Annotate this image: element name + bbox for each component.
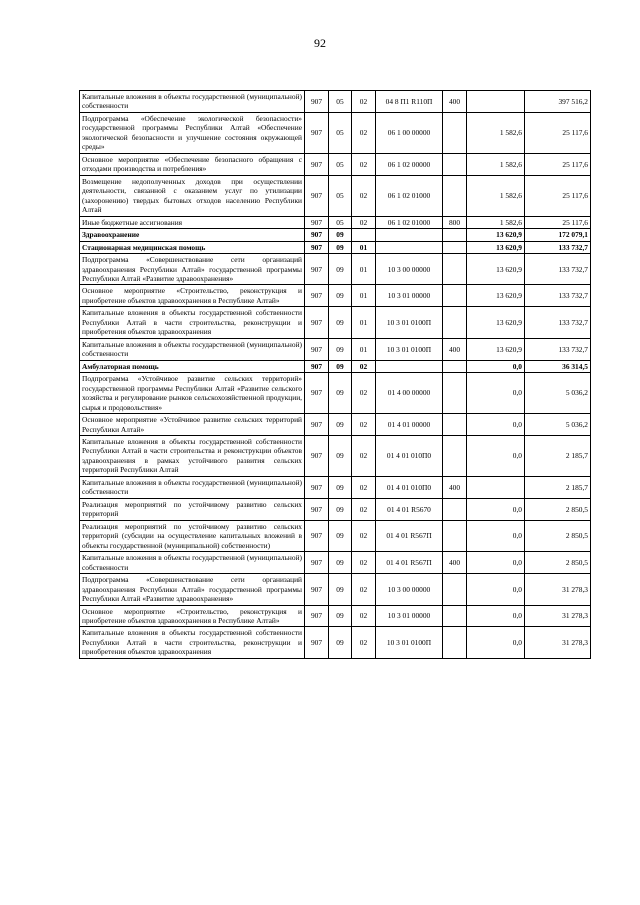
amount-total: 31 278,3	[525, 574, 591, 605]
ministry-code: 907	[305, 285, 329, 307]
amount-total: 2 185,7	[525, 436, 591, 477]
amount-total: 5 036,2	[525, 414, 591, 436]
subsection-code: 02	[352, 112, 376, 153]
amount-total: 397 516,2	[525, 91, 591, 113]
section-code: 09	[329, 520, 352, 551]
row-name: Реализация мероприятий по устойчивому развитию сельских территорий	[80, 498, 305, 520]
section-code: 05	[329, 91, 352, 113]
table-body	[80, 91, 591, 659]
amount-total: 36 314,5	[525, 360, 591, 372]
amount-total: 2 850,5	[525, 498, 591, 520]
amount-change	[467, 476, 525, 498]
table-row	[80, 373, 591, 414]
expense-type-code	[443, 112, 467, 153]
subsection-code: 02	[352, 360, 376, 372]
table-row	[80, 338, 591, 360]
amount-change: 0,0	[467, 436, 525, 477]
table-row	[80, 498, 591, 520]
table-row	[80, 91, 591, 113]
section-code: 09	[329, 574, 352, 605]
subsection-code: 01	[352, 285, 376, 307]
row-name: Иные бюджетные ассигнования	[80, 216, 305, 228]
expense-type-code: 400	[443, 338, 467, 360]
table-row	[80, 360, 591, 372]
expense-type-code	[443, 627, 467, 658]
table-row	[80, 605, 591, 627]
amount-change: 0,0	[467, 373, 525, 414]
target-article-code: 04 8 П1 R110П	[376, 91, 443, 113]
target-article-code: 10 3 01 00000	[376, 285, 443, 307]
row-name: Реализация мероприятий по устойчивому развитию сельских территорий (субсидии на осуществление капитальных вложений в объекты государственной (муниципальной) собственности)	[80, 520, 305, 551]
row-name: Здравоохранение	[80, 229, 305, 241]
target-article-code: 10 3 00 00000	[376, 254, 443, 285]
amount-total: 31 278,3	[525, 627, 591, 658]
ministry-code: 907	[305, 338, 329, 360]
ministry-code: 907	[305, 520, 329, 551]
row-name: Подпрограмма «Совершенствование сети организаций здравоохранения Республики Алтай» государственной программы Республики Алтай «Развитие здравоохранения»	[80, 574, 305, 605]
page-number: 92	[314, 36, 326, 50]
subsection-code: 02	[352, 91, 376, 113]
target-article-code: 06 1 02 00000	[376, 153, 443, 175]
target-article-code: 10 3 01 0100П	[376, 627, 443, 658]
amount-total: 133 732,7	[525, 338, 591, 360]
amount-change: 13 620,9	[467, 254, 525, 285]
section-code: 05	[329, 175, 352, 216]
expense-type-code	[443, 285, 467, 307]
table-row	[80, 574, 591, 605]
expense-type-code	[443, 605, 467, 627]
amount-total: 2 185,7	[525, 476, 591, 498]
amount-total: 2 850,5	[525, 552, 591, 574]
target-article-code: 01 4 01 00000	[376, 414, 443, 436]
target-article-code: 01 4 01 010П0	[376, 436, 443, 477]
section-code: 09	[329, 627, 352, 658]
expense-type-code	[443, 520, 467, 551]
target-article-code: 06 1 02 01000	[376, 175, 443, 216]
row-name: Капитальные вложения в объекты государственной (муниципальной) собственности	[80, 476, 305, 498]
amount-total: 25 117,6	[525, 153, 591, 175]
section-code: 09	[329, 605, 352, 627]
amount-total: 133 732,7	[525, 307, 591, 338]
row-name: Возмещение недополученных доходов при осуществлении деятельности, связанной с оказанием услуг по утилизации (захоронению) твердых бытовых отходов населению Республики Алтай	[80, 175, 305, 216]
ministry-code: 907	[305, 436, 329, 477]
subsection-code: 02	[352, 574, 376, 605]
amount-change: 0,0	[467, 498, 525, 520]
amount-change: 13 620,9	[467, 338, 525, 360]
section-code: 09	[329, 476, 352, 498]
table-row	[80, 112, 591, 153]
section-code: 09	[329, 498, 352, 520]
amount-change: 0,0	[467, 414, 525, 436]
subsection-code: 02	[352, 373, 376, 414]
amount-change: 1 582,6	[467, 153, 525, 175]
amount-total: 31 278,3	[525, 605, 591, 627]
amount-change: 13 620,9	[467, 229, 525, 241]
subsection-code: 02	[352, 552, 376, 574]
table-row	[80, 254, 591, 285]
expense-type-code	[443, 241, 467, 253]
target-article-code: 01 4 01 R567П	[376, 520, 443, 551]
expense-type-code	[443, 373, 467, 414]
table-row	[80, 229, 591, 241]
subsection-code: 02	[352, 627, 376, 658]
section-code: 09	[329, 414, 352, 436]
target-article-code: 01 4 00 00000	[376, 373, 443, 414]
ministry-code: 907	[305, 307, 329, 338]
expense-type-code	[443, 229, 467, 241]
subsection-code: 01	[352, 241, 376, 253]
amount-total: 172 079,1	[525, 229, 591, 241]
target-article-code: 06 1 02 01000	[376, 216, 443, 228]
expense-type-code: 400	[443, 552, 467, 574]
table-row	[80, 552, 591, 574]
row-name: Подпрограмма «Обеспечение экологической безопасности» государственной программы Республики Алтай «Обеспечение экологической безопасности и улучшение состояния окружающей среды»	[80, 112, 305, 153]
table-row	[80, 241, 591, 253]
subsection-code: 02	[352, 175, 376, 216]
expense-type-code: 400	[443, 91, 467, 113]
section-code: 09	[329, 241, 352, 253]
ministry-code: 907	[305, 552, 329, 574]
table-row	[80, 307, 591, 338]
section-code: 05	[329, 153, 352, 175]
expense-type-code	[443, 307, 467, 338]
subsection-code: 02	[352, 216, 376, 228]
amount-change: 1 582,6	[467, 216, 525, 228]
expense-type-code	[443, 254, 467, 285]
target-article-code	[376, 241, 443, 253]
amount-change: 0,0	[467, 605, 525, 627]
table-row	[80, 153, 591, 175]
ministry-code: 907	[305, 175, 329, 216]
subsection-code: 02	[352, 476, 376, 498]
expense-type-code	[443, 574, 467, 605]
row-name: Капитальные вложения в объекты государственной собственности Республики Алтай в части строительства и реконструкции объектов здравоохранения в рамках устойчивого развития сельских территорий Республики Алтай	[80, 436, 305, 477]
row-name: Капитальные вложения в объекты государственной (муниципальной) собственности	[80, 552, 305, 574]
ministry-code: 907	[305, 498, 329, 520]
row-name: Основное мероприятие «Строительство, реконструкция и приобретение объектов здравоохранения в Республике Алтай»	[80, 605, 305, 627]
target-article-code: 01 4 01 010П0	[376, 476, 443, 498]
expense-type-code	[443, 436, 467, 477]
row-name: Подпрограмма «Устойчивое развитие сельских территорий» государственной программы Республики Алтай «Развитие сельского хозяйства и регулирование рынков сельскохозяйственной продукции, сырья и продовольствия»	[80, 373, 305, 414]
amount-total: 5 036,2	[525, 373, 591, 414]
table-row	[80, 476, 591, 498]
ministry-code: 907	[305, 91, 329, 113]
amount-total: 2 850,5	[525, 520, 591, 551]
section-code: 09	[329, 285, 352, 307]
subsection-code: 01	[352, 307, 376, 338]
target-article-code: 10 3 01 00000	[376, 605, 443, 627]
ministry-code: 907	[305, 241, 329, 253]
section-code: 09	[329, 436, 352, 477]
subsection-code: 02	[352, 498, 376, 520]
target-article-code	[376, 229, 443, 241]
section-code: 09	[329, 338, 352, 360]
ministry-code: 907	[305, 476, 329, 498]
table-row	[80, 285, 591, 307]
expense-type-code	[443, 498, 467, 520]
subsection-code: 02	[352, 414, 376, 436]
ministry-code: 907	[305, 574, 329, 605]
ministry-code: 907	[305, 373, 329, 414]
row-name: Основное мероприятие «Строительство, реконструкция и приобретение объектов здравоохранения в Республике Алтай»	[80, 285, 305, 307]
section-code: 09	[329, 373, 352, 414]
expense-type-code	[443, 153, 467, 175]
ministry-code: 907	[305, 229, 329, 241]
ministry-code: 907	[305, 254, 329, 285]
expense-type-code	[443, 175, 467, 216]
section-code: 09	[329, 307, 352, 338]
ministry-code: 907	[305, 216, 329, 228]
amount-total: 25 117,6	[525, 216, 591, 228]
target-article-code: 10 3 00 00000	[376, 574, 443, 605]
amount-change: 0,0	[467, 520, 525, 551]
row-name: Амбулаторная помощь	[80, 360, 305, 372]
amount-total: 133 732,7	[525, 241, 591, 253]
expense-type-code: 800	[443, 216, 467, 228]
subsection-code: 02	[352, 436, 376, 477]
ministry-code: 907	[305, 360, 329, 372]
amount-change: 0,0	[467, 360, 525, 372]
subsection-code: 02	[352, 605, 376, 627]
table-row	[80, 436, 591, 477]
target-article-code	[376, 360, 443, 372]
subsection-code: 01	[352, 254, 376, 285]
amount-change: 0,0	[467, 574, 525, 605]
section-code: 09	[329, 360, 352, 372]
section-code: 09	[329, 229, 352, 241]
section-code: 05	[329, 112, 352, 153]
ministry-code: 907	[305, 414, 329, 436]
expense-type-code	[443, 414, 467, 436]
target-article-code: 01 4 01 R5670	[376, 498, 443, 520]
row-name: Капитальные вложения в объекты государственной собственности Республики Алтай в части строительства, реконструкции и приобретения объектов здравоохранения	[80, 307, 305, 338]
amount-change: 1 582,6	[467, 112, 525, 153]
table-row	[80, 216, 591, 228]
section-code: 09	[329, 254, 352, 285]
table-row	[80, 175, 591, 216]
amount-total: 25 117,6	[525, 112, 591, 153]
section-code: 09	[329, 552, 352, 574]
amount-change: 13 620,9	[467, 285, 525, 307]
row-name: Капитальные вложения в объекты государственной (муниципальной) собственности	[80, 91, 305, 113]
row-name: Основное мероприятие «Устойчивое развитие сельских территорий Республики Алтай»	[80, 414, 305, 436]
amount-change: 1 582,6	[467, 175, 525, 216]
ministry-code: 907	[305, 112, 329, 153]
expense-type-code: 400	[443, 476, 467, 498]
ministry-code: 907	[305, 153, 329, 175]
budget-table	[79, 90, 591, 659]
ministry-code: 907	[305, 605, 329, 627]
row-name: Основное мероприятие «Обеспечение безопасного обращения с отходами производства и потребления»	[80, 153, 305, 175]
amount-total: 133 732,7	[525, 254, 591, 285]
subsection-code	[352, 229, 376, 241]
row-name: Капитальные вложения в объекты государственной собственности Республики Алтай в части строительства, реконструкции и приобретения объектов здравоохранения	[80, 627, 305, 658]
target-article-code: 06 1 00 00000	[376, 112, 443, 153]
target-article-code: 01 4 01 R567П	[376, 552, 443, 574]
row-name: Капитальные вложения в объекты государственной (муниципальной) собственности	[80, 338, 305, 360]
amount-change: 13 620,9	[467, 241, 525, 253]
amount-change	[467, 91, 525, 113]
subsection-code: 01	[352, 338, 376, 360]
amount-total: 133 732,7	[525, 285, 591, 307]
target-article-code: 10 3 01 0100П	[376, 307, 443, 338]
table-row	[80, 520, 591, 551]
ministry-code: 907	[305, 627, 329, 658]
section-code: 05	[329, 216, 352, 228]
row-name: Стационарная медицинская помощь	[80, 241, 305, 253]
amount-total: 25 117,6	[525, 175, 591, 216]
expense-type-code	[443, 360, 467, 372]
target-article-code: 10 3 01 0100П	[376, 338, 443, 360]
table-row	[80, 627, 591, 658]
amount-change: 13 620,9	[467, 307, 525, 338]
amount-change: 0,0	[467, 627, 525, 658]
table-row	[80, 414, 591, 436]
subsection-code: 02	[352, 520, 376, 551]
subsection-code: 02	[352, 153, 376, 175]
amount-change: 0,0	[467, 552, 525, 574]
row-name: Подпрограмма «Совершенствование сети организаций здравоохранения Республики Алтай» государственной программы Республики Алтай «Развитие здравоохранения»	[80, 254, 305, 285]
